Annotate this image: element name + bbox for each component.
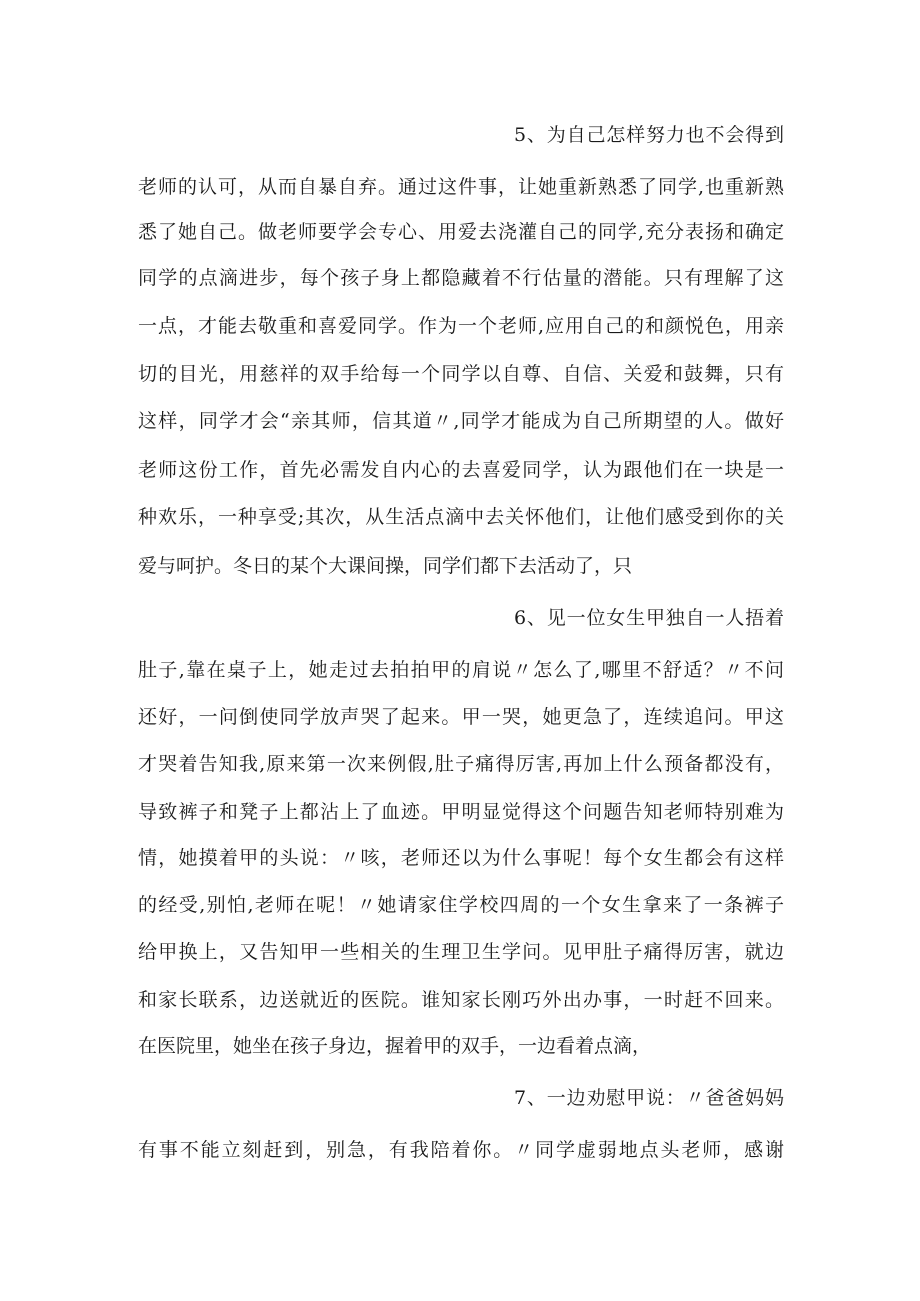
text-line: 和家长联系，边送就近的医院。谁知家长刚巧外出办事，一时赶不回来。 <box>138 989 784 1011</box>
paragraph-6-start: 6、见一位女生甲独自一人捂着 <box>514 607 784 629</box>
text-line: 还好，一问倒使同学放声哭了起来。甲一哭，她更急了，连续追问。甲这 <box>138 706 784 728</box>
text-line: 这样，同学才会“亲其师，信其道〃,同学才能成为自己所期望的人。做好 <box>138 410 784 432</box>
text-line: 切的目光，用慈祥的双手给每一个同学以自尊、自信、关爱和鼓舞，只有 <box>138 363 784 385</box>
text-line: 的经受,别怕,老师在呢！〃她请家住学校四周的一个女生拿来了一条裤子 <box>138 894 784 916</box>
paragraph-7-start: 7、一边劝慰甲说：〃爸爸妈妈 <box>514 1087 784 1109</box>
text-line: 老师的认可，从而自暴自弃。通过这件事，让她重新熟悉了同学,也重新熟 <box>138 176 784 198</box>
text-line: 肚子,靠在桌子上，她走过去拍拍甲的肩说〃怎么了,哪里不舒适？〃不问 <box>138 659 784 681</box>
text-line: 情，她摸着甲的头说：〃咳，老师还以为什么事呢！每个女生都会有这样 <box>138 847 784 869</box>
text-line: 一点，才能去敬重和喜爱同学。作为一个老师,应用自己的和颜悦色，用亲 <box>138 315 784 337</box>
paragraph-5-start: 5、为自己怎样努力也不会得到 <box>514 124 784 146</box>
text-line: 给甲换上，又告知甲一些相关的生理卫生学问。见甲肚子痛得厉害，就边 <box>138 941 784 963</box>
text-line: 种欢乐，一种享受;其次，从生活点滴中去关怀他们，让他们感受到你的关 <box>138 506 784 528</box>
text-line: 才哭着告知我,原来第一次来例假,肚子痛得厉害,再加上什么预备都没有， <box>138 753 784 775</box>
text-line: 悉了她自己。做老师要学会专心、用爱去浇灌自己的同学,充分表扬和确定 <box>138 221 784 243</box>
text-line: 导致裤子和凳子上都沾上了血迹。甲明显觉得这个问题告知老师特别难为 <box>138 801 784 823</box>
text-line: 同学的点滴进步，每个孩子身上都隐藏着不行估量的潜能。只有理解了这 <box>138 267 784 289</box>
text-line: 在医院里，她坐在孩子身边，握着甲的双手，一边看着点滴， <box>138 1035 652 1057</box>
text-line: 有事不能立刻赶到，别急，有我陪着你。〃同学虚弱地点头老师，感谢 <box>138 1139 784 1161</box>
text-line: 老师这份工作，首先必需发自内心的去喜爱同学，认为跟他们在一块是一 <box>138 459 784 481</box>
text-line: 爱与呵护。冬日的某个大课间操，同学们都下去活动了，只 <box>138 555 633 577</box>
